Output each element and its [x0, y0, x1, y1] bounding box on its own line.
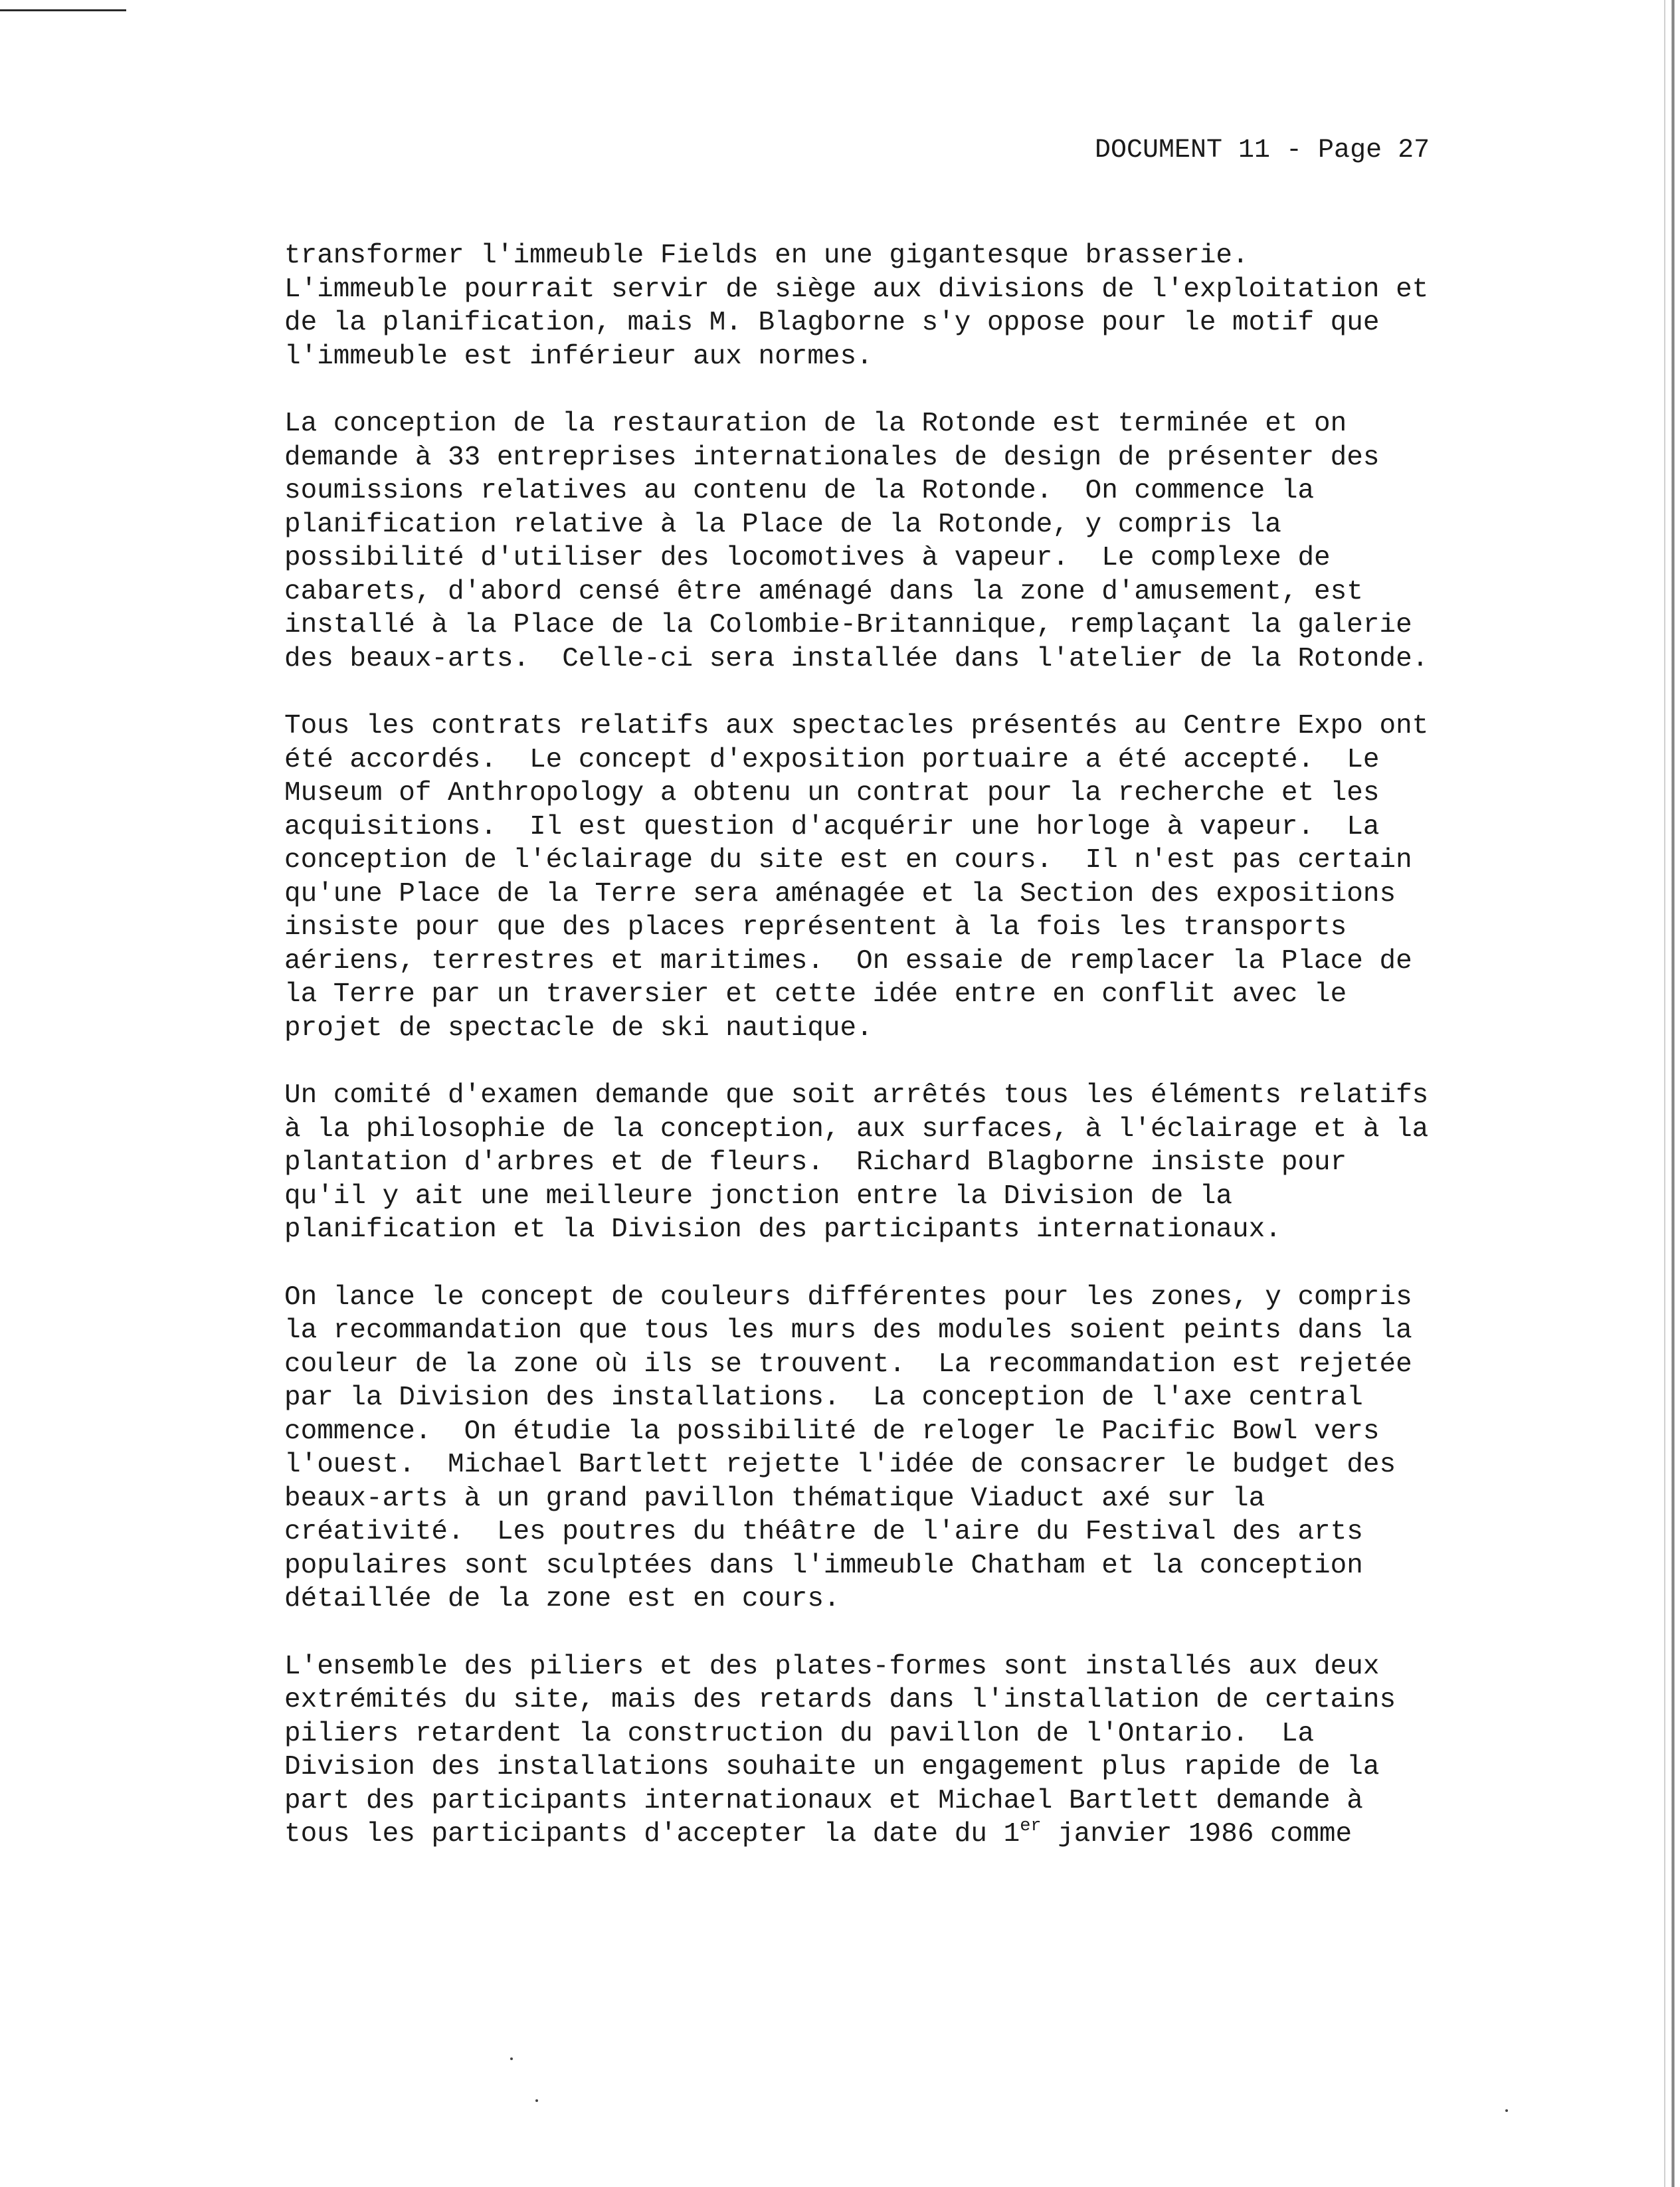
paragraph-6: [284, 1650, 1453, 1852]
text-line: insiste pour que des places représentent à la fois les transports: [284, 912, 1347, 943]
text-line: Tous les contrats relatifs aux spectacles présentés au Centre Expo ont: [284, 711, 1429, 741]
scan-speck: [535, 2099, 538, 2102]
page-header: DOCUMENT 11 - Page 27: [1095, 136, 1430, 165]
text-line: L'ensemble des piliers et des plates-formes sont installés aux deux: [284, 1651, 1380, 1682]
text-line: acquisitions. Il est question d'acquérir une horloge à vapeur. La: [284, 811, 1380, 842]
top-left-rule: [0, 9, 126, 11]
text-line: par la Division des installations. La conception de l'axe central: [284, 1382, 1363, 1413]
paragraph-1: [284, 239, 1453, 373]
text-line: qu'une Place de la Terre sera aménagée et la Section des expositions: [284, 878, 1396, 909]
text-line: la recommandation que tous les murs des modules soient peints dans la: [284, 1315, 1412, 1346]
paragraph-4: [284, 1079, 1453, 1247]
text-line: l'immeuble est inférieur aux normes.: [284, 341, 873, 372]
text-line: à la philosophie de la conception, aux surfaces, à l'éclairage et à la: [284, 1113, 1429, 1145]
text-line: extrémités du site, mais des retards dans l'installation de certains: [284, 1685, 1396, 1715]
text-line: de la planification, mais M. Blagborne s'y oppose pour le motif que: [284, 308, 1380, 338]
text-line: plantation d'arbres et de fleurs. Richard Blagborne insiste pour: [284, 1147, 1347, 1178]
text-line: On lance le concept de couleurs différentes pour les zones, y compris: [284, 1282, 1412, 1313]
text-line: été accordés. Le concept d'exposition portuaire a été accepté. Le: [284, 744, 1380, 775]
text-line: transformer l'immeuble Fields en une gigantesque brasserie.: [284, 240, 1249, 271]
text-line: La conception de la restauration de la Rotonde est terminée et on: [284, 409, 1347, 439]
text-line: détaillée de la zone est en cours.: [284, 1584, 840, 1614]
line-text-after: janvier 1986 comme: [1041, 1819, 1353, 1850]
text-line: possibilité d'utiliser des locomotives à vapeur. Le complexe de: [284, 543, 1331, 573]
line-text-before: tous les participants d'accepter la date du 1: [284, 1819, 1020, 1850]
ordinal-superscript: er: [1020, 1816, 1042, 1836]
text-line: l'ouest. Michael Bartlett rejette l'idée de consacrer le budget des: [284, 1450, 1396, 1480]
text-line: installé à la Place de la Colombie-Britannique, remplaçant la galerie: [284, 610, 1412, 640]
text-line-with-superscript: [284, 1818, 1453, 1852]
text-line: populaires sont sculptées dans l'immeuble Chatham et la conception: [284, 1550, 1363, 1581]
scan-speck: [1505, 2109, 1508, 2112]
text-line: conception de l'éclairage du site est en cours. Il n'est pas certain: [284, 845, 1412, 876]
text-line: Division des installations souhaite un engagement plus rapide de la: [284, 1752, 1380, 1782]
text-line: planification et la Division des participants internationaux.: [284, 1214, 1281, 1245]
text-line: Un comité d'examen demande que soit arrêtés tous les éléments relatifs: [284, 1080, 1429, 1111]
text-line: demande à 33 entreprises internationales de design de présenter des: [284, 442, 1380, 473]
paragraph-2: [284, 407, 1453, 676]
text-line: couleur de la zone où ils se trouvent. La recommandation est rejetée: [284, 1349, 1412, 1380]
scan-edge-line: [1664, 0, 1665, 2187]
document-body: [284, 239, 1453, 1885]
text-line: beaux-arts à un grand pavillon thématique Viaduct axé sur la: [284, 1483, 1265, 1514]
paragraph-3: [284, 710, 1453, 1045]
paragraph-5: [284, 1281, 1453, 1616]
text-line: Museum of Anthropology a obtenu un contrat pour la recherche et les: [284, 778, 1380, 808]
scan-edge-shadow: [1671, 0, 1675, 2187]
scan-speck: [510, 2057, 513, 2060]
text-line: cabarets, d'abord censé être aménagé dans la zone d'amusement, est: [284, 576, 1363, 607]
text-line: la Terre par un traversier et cette idée entre en conflit avec le: [284, 979, 1347, 1010]
text-line: aériens, terrestres et maritimes. On essaie de remplacer la Place de: [284, 945, 1412, 977]
text-line: créativité. Les poutres du théâtre de l'aire du Festival des arts: [284, 1517, 1363, 1547]
text-line: commence. On étudie la possibilité de reloger le Pacific Bowl vers: [284, 1416, 1380, 1447]
text-line: piliers retardent la construction du pavillon de l'Ontario. La: [284, 1718, 1315, 1749]
text-line: part des participants internationaux et Michael Bartlett demande à: [284, 1785, 1363, 1816]
text-line: L'immeuble pourrait servir de siège aux divisions de l'exploitation et: [284, 274, 1429, 305]
text-line: soumissions relatives au contenu de la Rotonde. On commence la: [284, 476, 1315, 506]
text-line: qu'il y ait une meilleure jonction entre la Division de la: [284, 1181, 1233, 1212]
text-line: planification relative à la Place de la Rotonde, y compris la: [284, 509, 1281, 540]
text-line: projet de spectacle de ski nautique.: [284, 1012, 873, 1044]
text-line: des beaux-arts. Celle-ci sera installée dans l'atelier de la Rotonde.: [284, 643, 1429, 674]
